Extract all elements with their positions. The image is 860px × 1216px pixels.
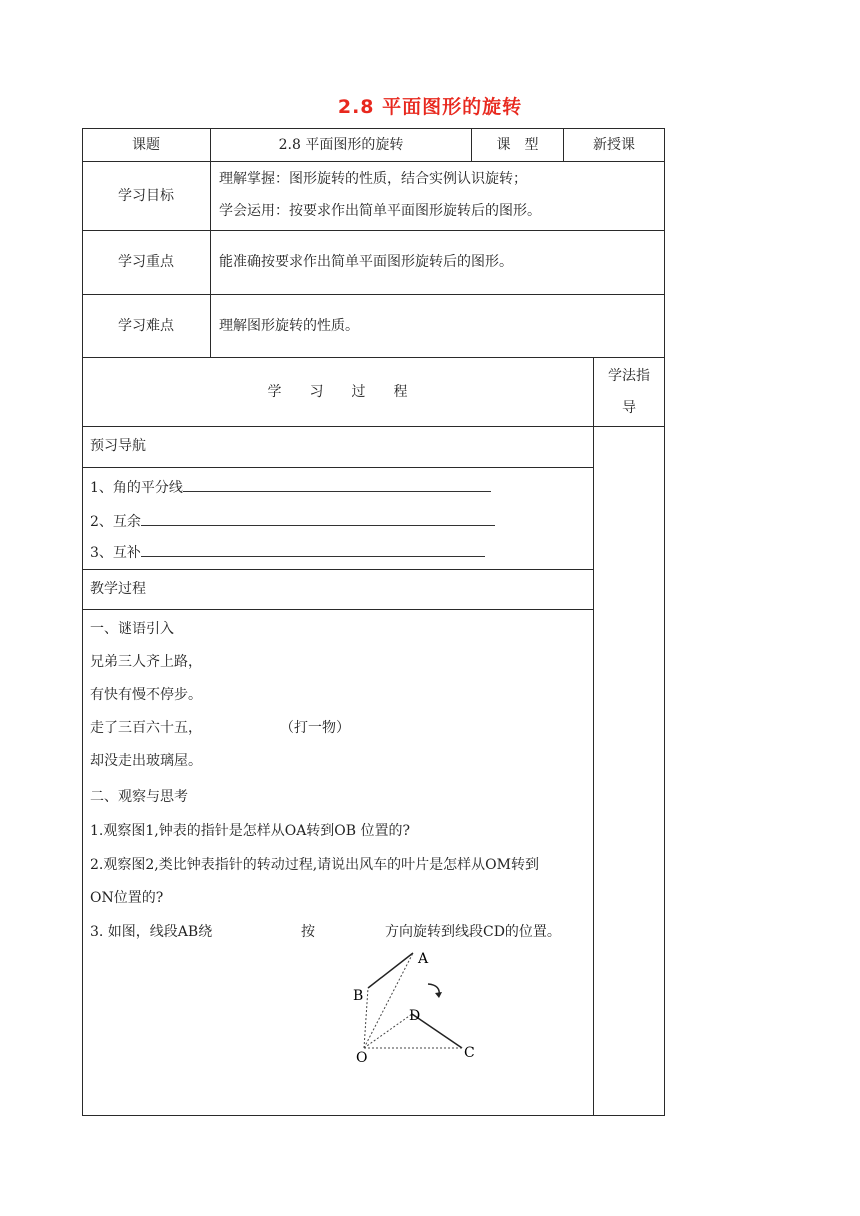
row-divider <box>82 467 594 468</box>
question-3-part-2: 按 <box>301 924 315 940</box>
difficulty-text: 理解图形旋转的性质。 <box>219 317 359 334</box>
method-header-line-1: 学法指 <box>608 368 650 384</box>
section-observe-title: 二、观察与思考 <box>90 789 188 805</box>
dotted-od <box>364 1014 412 1048</box>
preview-item <box>90 477 491 498</box>
question-3-part-3: 方向旋转到线段CD的位置。 <box>385 924 561 940</box>
row-divider <box>82 609 594 610</box>
answer-blank[interactable] <box>141 511 495 526</box>
goals-line-2: 学会运用：按要求作出简单平面图形旋转后的图形。 <box>219 203 541 219</box>
goals-label: 学习目标 <box>118 187 174 204</box>
label-o: O <box>356 1050 368 1066</box>
preview-item <box>90 511 495 532</box>
rotation-figure <box>340 940 490 1070</box>
dotted-ob <box>364 988 368 1048</box>
riddle-line: 有快有慢不停步。 <box>90 687 202 703</box>
riddle-line: 兄弟三人齐上路， <box>90 654 202 670</box>
focus-label: 学习重点 <box>118 254 174 270</box>
column-divider <box>593 357 594 1116</box>
difficulty-label: 学习难点 <box>118 317 174 334</box>
course-label: 课题 <box>132 136 160 153</box>
section-riddle-title: 一、谜语引入 <box>90 621 174 637</box>
question-1: 1.观察图1,钟表的指针是怎样从OA转到OB 位置的? <box>90 823 411 839</box>
process-header: 学 习 过 程 <box>267 383 408 400</box>
preview-item <box>90 542 485 563</box>
goals-line-1: 理解掌握：图形旋转的性质，结合实例认识旋转； <box>219 171 527 187</box>
riddle-hint: （打一物） <box>280 720 350 736</box>
preview-title: 预习导航 <box>90 438 146 454</box>
preview-item-label: 1、角的平分线 <box>90 480 183 496</box>
question-2-line-1: 2.观察图2,类比钟表指针的转动过程,请说出风车的叶片是怎样从OM转到 <box>90 857 539 873</box>
row-divider <box>82 569 594 570</box>
question-3-part-1: 3. 如图，线段AB绕 <box>90 924 213 940</box>
preview-item-label: 2、互余 <box>90 514 141 530</box>
table-border-bottom <box>82 1115 665 1116</box>
table-border-right <box>664 128 665 1116</box>
course-value: 2.8 平面图形的旋转 <box>278 136 404 153</box>
label-d: D <box>409 1008 421 1024</box>
column-divider <box>210 128 211 357</box>
type-label: 课 型 <box>496 136 539 153</box>
label-b: B <box>353 988 364 1004</box>
preview-item-label: 3、互补 <box>90 545 141 561</box>
segment-ab <box>368 953 413 988</box>
label-a: A <box>418 951 429 967</box>
focus-text: 能准确按要求作出简单平面图形旋转后的图形。 <box>219 254 513 270</box>
arrowhead-icon <box>435 992 442 998</box>
riddle-line: 却没走出玻璃屋。 <box>90 753 202 769</box>
row-divider <box>82 426 665 427</box>
teaching-title: 教学过程 <box>90 581 146 597</box>
type-value: 新授课 <box>593 136 635 153</box>
dotted-oa <box>364 953 413 1048</box>
question-2-line-2: ON位置的? <box>90 890 164 906</box>
method-header-line-2: 导 <box>622 400 636 416</box>
page-title: 2.8 平面图形的旋转 <box>337 96 523 118</box>
riddle-line: 走了三百六十五， <box>90 720 202 736</box>
answer-blank[interactable] <box>141 542 485 557</box>
answer-blank[interactable] <box>183 477 491 492</box>
label-c: C <box>464 1045 475 1061</box>
